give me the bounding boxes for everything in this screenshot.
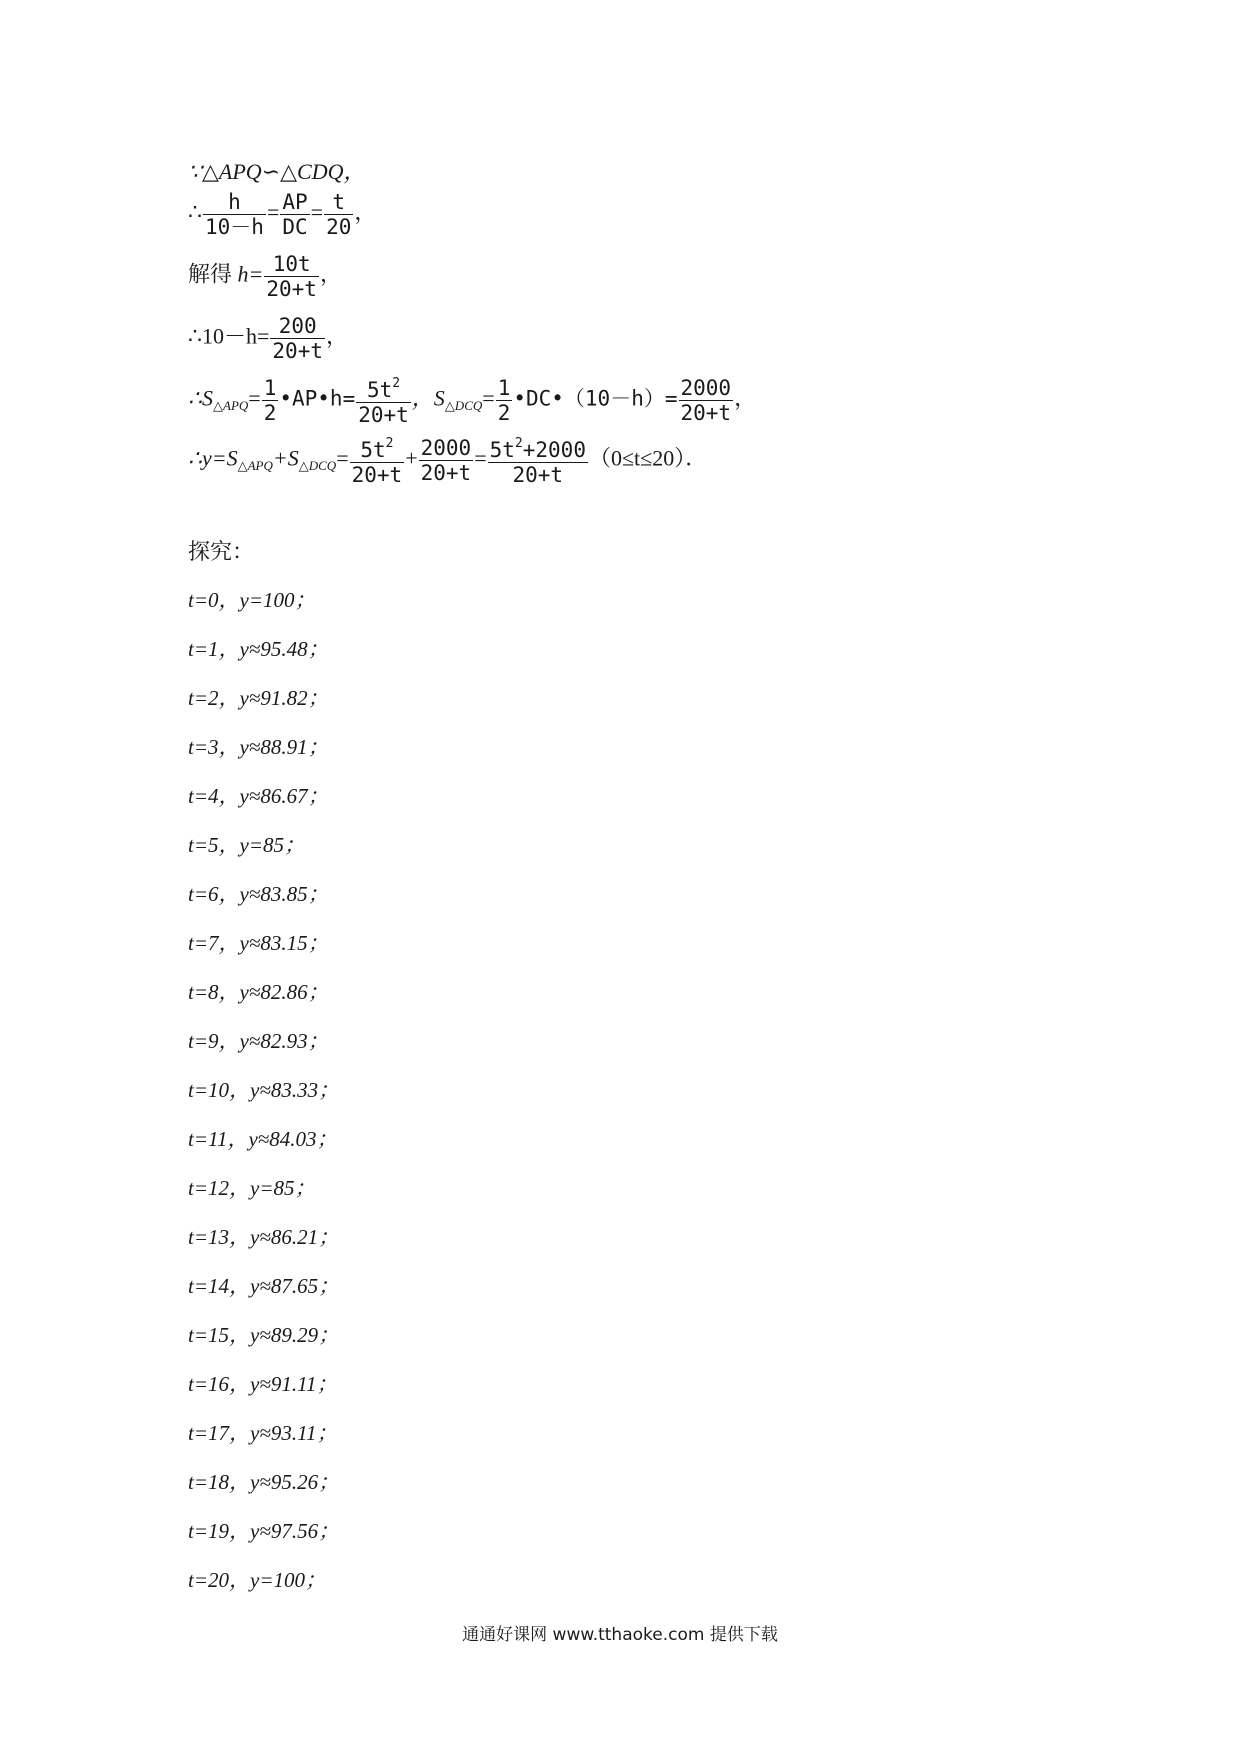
value-row: t=6，y≈83.85； bbox=[188, 882, 329, 906]
fraction-combined: $\frac{5t^2+2000}{20+t}$ bbox=[489, 436, 586, 487]
value-row: t=3，y≈88.91； bbox=[188, 735, 329, 759]
value-row: t=14，y≈87.65； bbox=[188, 1274, 340, 1298]
value-row: t=12，y=85； bbox=[188, 1176, 316, 1200]
fraction-2000: $\frac{2000}{20+t}$ bbox=[680, 376, 732, 425]
page-footer: 通通好课网 www.tthaoke.com 提供下载 bbox=[462, 1625, 778, 1645]
explore-heading: 探究： bbox=[188, 539, 255, 564]
y-function-line: ∴y=S△APQ+S△DCQ= $\frac{5t^2}{20+t}$ + $\frac{2000}{20+t}$ = $\frac{5t^2+2000}{20+t}$ （0≤t≤20）． bbox=[188, 436, 708, 487]
value-row: t=16，y≈91.11； bbox=[188, 1372, 338, 1396]
value-row: t=8，y≈82.86； bbox=[188, 980, 329, 1004]
value-row: t=2，y≈91.82； bbox=[188, 686, 329, 710]
value-row: t=7，y≈83.15； bbox=[188, 931, 329, 955]
fraction-2000-b: $\frac{2000}{20+t}$ bbox=[420, 436, 472, 485]
ten-minus-h-line: ∴10－h= $\frac{200}{20+t}$ ， bbox=[188, 314, 348, 363]
fraction-5t2: $\frac{5t^2}{20+t}$ bbox=[358, 376, 409, 427]
fraction-ap-dc: $\frac{AP}{DC}$ bbox=[282, 190, 308, 239]
value-row: t=18，y≈95.26； bbox=[188, 1470, 340, 1494]
value-row: t=0，y=100； bbox=[188, 588, 316, 612]
solve-h-line: 解得 h= $\frac{10t}{20+t}$ ， bbox=[188, 252, 342, 301]
fraction-t-20: $\frac{t}{20}$ bbox=[326, 190, 352, 239]
value-row: t=11，y≈84.03； bbox=[188, 1127, 338, 1151]
area-line: ∴S△APQ= $\frac{1}{2}$ •AP•h= $\frac{5t^2}{20+t}$ ，S△DCQ= $\frac{1}{2}$ •DC•（10－h）= $\frac{2000}{20+t}$ ， bbox=[188, 376, 757, 427]
similar-triangles-line: ∵△APQ∽△CDQ， bbox=[188, 159, 366, 184]
fraction-200: $\frac{200}{20+t}$ bbox=[272, 314, 323, 363]
fraction-10t: $\frac{10t}{20+t}$ bbox=[266, 252, 317, 301]
fraction-half-1: $\frac{1}{2}$ bbox=[263, 376, 277, 425]
fraction-5t2-b: $\frac{5t^2}{20+t}$ bbox=[351, 436, 403, 487]
therefore-symbol: ∴ bbox=[188, 199, 202, 225]
ratio-line: ∴ $\frac{h}{10-h}$ = $\frac{AP}{DC}$ = $\frac{t}{20}$ ， bbox=[188, 190, 377, 239]
value-row: t=5，y=85； bbox=[188, 833, 305, 857]
value-row: t=9，y≈82.93； bbox=[188, 1029, 329, 1053]
value-row: t=13，y≈86.21； bbox=[188, 1225, 340, 1249]
value-row: t=15，y≈89.29； bbox=[188, 1323, 340, 1347]
value-row: t=20，y=100； bbox=[188, 1568, 326, 1592]
value-row: t=10，y≈83.33； bbox=[188, 1078, 340, 1102]
value-row: t=19，y≈97.56； bbox=[188, 1519, 340, 1543]
solve-label: 解得 bbox=[188, 261, 233, 287]
fraction-half-2: $\frac{1}{2}$ bbox=[497, 376, 511, 425]
domain-range: （0≤t≤20）． bbox=[588, 445, 708, 471]
fraction-h: $\frac{h}{10-h}$ bbox=[205, 190, 264, 239]
value-row: t=1，y≈95.48； bbox=[188, 637, 329, 661]
value-row: t=17，y≈93.11； bbox=[188, 1421, 338, 1445]
value-row: t=4，y≈86.67； bbox=[188, 784, 329, 808]
